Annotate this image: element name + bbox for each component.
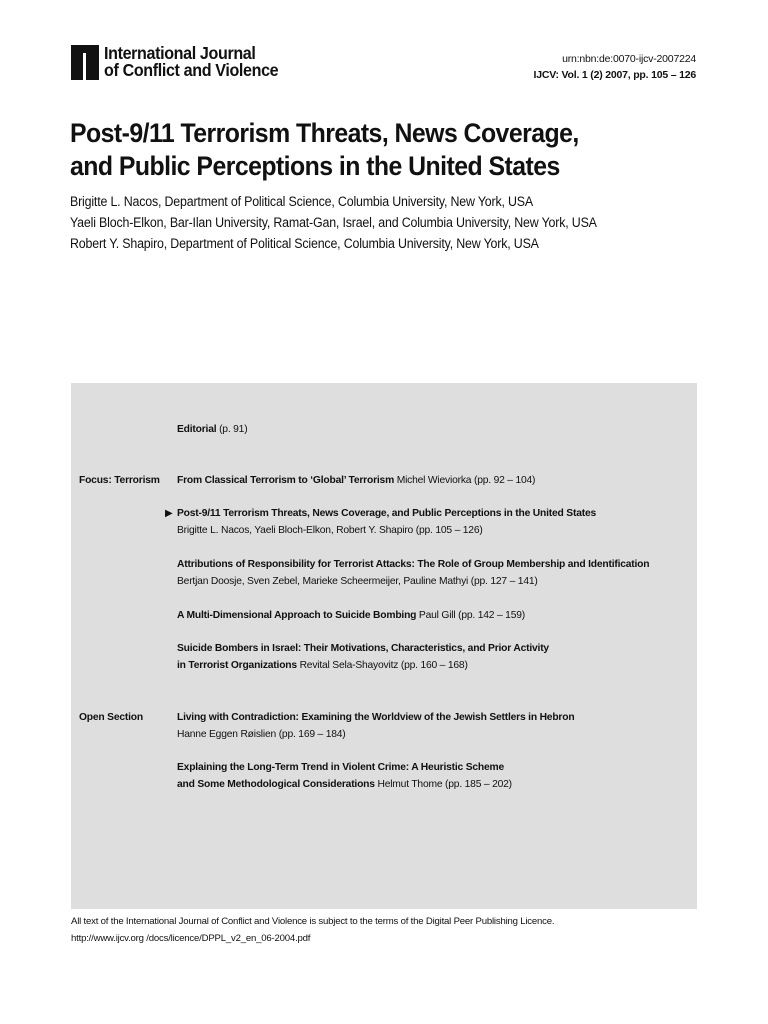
toc-entry-author-pages: Revital Sela-Shayovitz (pp. 160 – 168)	[296, 660, 468, 671]
toc-entry-author-pages: Brigitte L. Nacos, Yaeli Bloch-Elkon, Robert Y. Shapiro (pp. 105 – 126)	[177, 525, 483, 536]
table-of-contents	[71, 383, 697, 909]
section-label-open: Open Section	[79, 712, 143, 723]
toc-entry-author-pages: Paul Gill (pp. 142 – 159)	[416, 610, 525, 621]
toc-entry-author-pages: Helmut Thome (pp. 185 – 202)	[374, 779, 512, 790]
journal-name	[104, 45, 278, 81]
toc-entry[interactable]	[177, 421, 247, 438]
journal-logo	[71, 45, 293, 81]
issue-info: IJCV: Vol. 1 (2) 2007, pp. 105 – 126	[533, 69, 696, 81]
toc-entry[interactable]	[177, 556, 649, 590]
toc-entry-title: Attributions of Responsibility for Terrorist Attacks: The Role of Group Membership and Identification	[177, 559, 650, 570]
toc-entry-title: From Classical Terrorism to ‘Global’ Terrorism	[177, 475, 395, 486]
journal-name-line2: of Conflict and Violence	[104, 60, 279, 80]
toc-entry-title-cont: in Terrorist Organizations	[177, 660, 297, 671]
licence-url[interactable]: http://www.ijcv.org /docs/licence/DPPL_v2_en_06-2004.pdf	[71, 933, 311, 944]
toc-entry-title: Living with Contradiction: Examining the Worldview of the Jewish Settlers in Hebron	[177, 712, 575, 723]
section-label-focus: Focus: Terrorism	[79, 475, 160, 486]
toc-entry-title: Post-9/11 Terrorism Threats, News Coverage, and Public Perceptions in the United States	[177, 508, 597, 519]
article-title	[70, 117, 659, 183]
journal-name-line1: International Journal	[104, 43, 256, 63]
journal-logo-mark	[71, 45, 99, 80]
toc-entry-title: A Multi-Dimensional Approach to Suicide Bombing	[177, 610, 417, 621]
toc-entry[interactable]	[177, 759, 512, 793]
author-affiliation: Robert Y. Shapiro, Department of Political Science, Columbia University, New York, USA	[70, 236, 539, 251]
toc-entry[interactable]	[177, 709, 574, 743]
author-affiliation: Yaeli Bloch-Elkon, Bar-Ilan University, Ramat-Gan, Israel, and Columbia University, New York, USA	[70, 215, 597, 230]
author-affiliation: Brigitte L. Nacos, Department of Political Science, Columbia University, New York, USA	[70, 194, 534, 209]
toc-entry[interactable]	[177, 607, 525, 624]
licence-footer	[71, 913, 554, 947]
toc-entry-title: Editorial	[177, 424, 217, 435]
author-list	[70, 191, 643, 254]
toc-entry-title-cont: and Some Methodological Considerations	[177, 779, 375, 790]
toc-entry-title: Explaining the Long-Term Trend in Violent Crime: A Heuristic Scheme	[177, 762, 505, 773]
urn: urn:nbn:de:0070-ijcv-2007224	[562, 53, 696, 65]
toc-entry[interactable]	[177, 640, 549, 674]
licence-text: All text of the International Journal of Conflict and Violence is subject to the terms of the Digital Peer Publishing Licence.	[71, 916, 555, 927]
toc-entry-author-pages: Michel Wieviorka (pp. 92 – 104)	[394, 475, 536, 486]
toc-entry-author-pages: Hanne Eggen Røislien (pp. 169 – 184)	[177, 729, 346, 740]
toc-entry-title: Suicide Bombers in Israel: Their Motivations, Characteristics, and Prior Activity	[177, 643, 549, 654]
toc-entry-author-pages: Bertjan Doosje, Sven Zebel, Marieke Scheermeijer, Pauline Mathyi (pp. 127 – 141)	[177, 576, 538, 587]
toc-entry[interactable]	[177, 472, 535, 489]
current-article-arrow-icon: ▶	[165, 508, 173, 519]
article-meta	[534, 51, 696, 83]
toc-entry-pages: (p. 91)	[216, 424, 248, 435]
article-title-line1: Post-9/11 Terrorism Threats, News Coverage,	[70, 118, 579, 148]
article-title-line2: and Public Perceptions in the United States	[70, 151, 560, 181]
toc-entry-current[interactable]	[165, 505, 597, 539]
